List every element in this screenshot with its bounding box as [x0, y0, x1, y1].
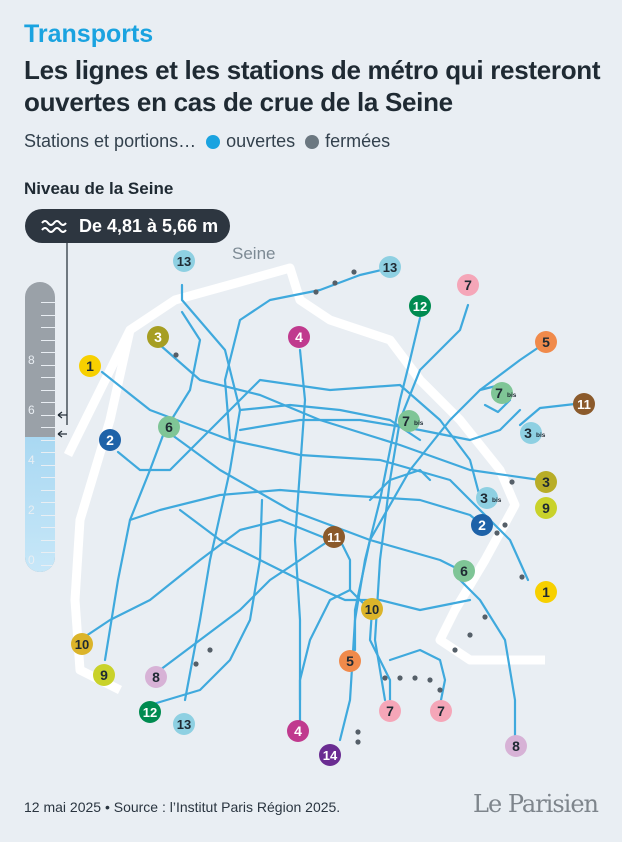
line-badge-sub: bis: [492, 497, 502, 504]
line-badge-label: 7: [495, 385, 503, 401]
line-badge-1b: [535, 581, 557, 603]
line-badge-label: 12: [142, 705, 158, 720]
line-badge-8: [145, 666, 167, 688]
line-badge-3bisb: [476, 487, 502, 509]
line-badge-8b: [505, 735, 527, 757]
gauge-tick-label: 2: [28, 503, 35, 517]
line-badge-label: 9: [542, 500, 550, 516]
gauge-tick-label: 8: [28, 353, 35, 367]
line-badge-1: [79, 355, 101, 377]
line-badge-3: [147, 326, 169, 348]
line-badge-label: 3: [524, 425, 532, 441]
line-badge-label: 2: [106, 432, 114, 448]
seine-river: [68, 268, 545, 660]
line-badge-label: 4: [294, 723, 302, 739]
line-badge-10b: [71, 633, 93, 655]
line-badge-4b: [287, 720, 309, 742]
legend-intro: Stations et portions…: [24, 131, 197, 151]
line-badge-label: 1: [542, 584, 550, 600]
line-badge-2b: [471, 514, 493, 536]
line-badge-sub: bis: [536, 432, 546, 439]
line-badge-label: 9: [100, 667, 108, 683]
line-badge-label: 6: [165, 419, 173, 435]
line-badge-label: 3: [480, 490, 488, 506]
line-badge-3bis: [520, 422, 546, 444]
line-badge-5: [535, 331, 557, 353]
river-label: Seine: [232, 244, 276, 263]
line-badge-9b: [93, 664, 115, 686]
kicker: Transports: [24, 20, 154, 48]
gauge-pointers: [58, 243, 67, 437]
line-badge-14: [319, 744, 341, 766]
line-badge-label: 3: [154, 329, 162, 345]
line-badge-7bisb: [398, 410, 424, 432]
line-badge-5b: [339, 650, 361, 672]
line-badge-label: 2: [478, 517, 486, 533]
le-parisien-logo: Le Parisien: [473, 790, 598, 818]
line-badge-label: 7: [386, 703, 394, 719]
line-badge-label: 7: [402, 413, 410, 429]
line-badge-label: 4: [295, 329, 303, 345]
line-badge-label: 5: [346, 653, 354, 669]
line-badge-7bis: [491, 382, 517, 404]
line-badge-3b: [535, 471, 557, 493]
level-title: Niveau de la Seine: [24, 179, 174, 198]
line-badge-label: 7: [464, 277, 472, 293]
line-badge-label: 11: [577, 397, 591, 412]
line-badge-13b: [379, 256, 401, 278]
line-badge-label: 10: [364, 602, 380, 617]
line-badge-7b: [379, 700, 401, 722]
line-badge-sub: bis: [507, 392, 517, 399]
line-badge-11b: [323, 526, 345, 548]
line-badge-label: 8: [152, 669, 160, 685]
line-badge-12b: [139, 701, 161, 723]
legend-open-label: ouvertes: [226, 131, 296, 151]
line-badge-2: [99, 429, 121, 451]
level-range-label: De 4,81 à 5,66 m: [79, 215, 219, 236]
gauge-tick-label: 4: [28, 453, 35, 467]
line-badge-10: [361, 598, 383, 620]
page-title: Les lignes et les stations de métro qui resteront ouvertes en cas de crue de la Seine: [24, 55, 601, 117]
line-badge-label: 13: [176, 717, 192, 732]
line-badge-9: [535, 497, 557, 519]
line-badge-label: 13: [382, 260, 398, 275]
line-badge-13c: [173, 713, 195, 735]
line-badge-label: 8: [512, 738, 520, 754]
source-footer: 12 mai 2025 • Source : l’Institut Paris Région 2025.: [24, 799, 341, 815]
line-badge-label: 1: [86, 358, 94, 374]
legend-closed-label: fermées: [325, 131, 391, 151]
gauge-tick-label: 0: [28, 553, 35, 567]
line-badge-6b: [453, 560, 475, 582]
line-badge-label: 14: [322, 748, 338, 763]
line-badge-label: 13: [176, 254, 192, 269]
line-badge-7: [457, 274, 479, 296]
gauge-tick-label: 6: [28, 403, 35, 417]
line-badge-6: [158, 416, 180, 438]
line-badge-sub: bis: [414, 420, 424, 427]
line-badge-label: 3: [542, 474, 550, 490]
line-badge-label: 5: [542, 334, 550, 350]
line-badge-13: [173, 250, 195, 272]
line-badge-12: [409, 295, 431, 317]
closed-stations: [173, 269, 524, 744]
line-badge-label: 10: [74, 637, 90, 652]
line-badge-4: [288, 326, 310, 348]
line-badge-7c: [430, 700, 452, 722]
line-badge-label: 6: [460, 563, 468, 579]
line-badge-label: 12: [412, 299, 428, 314]
line-badge-label: 7: [437, 703, 445, 719]
line-badge-11: [573, 393, 595, 415]
line-badge-label: 11: [327, 530, 341, 545]
